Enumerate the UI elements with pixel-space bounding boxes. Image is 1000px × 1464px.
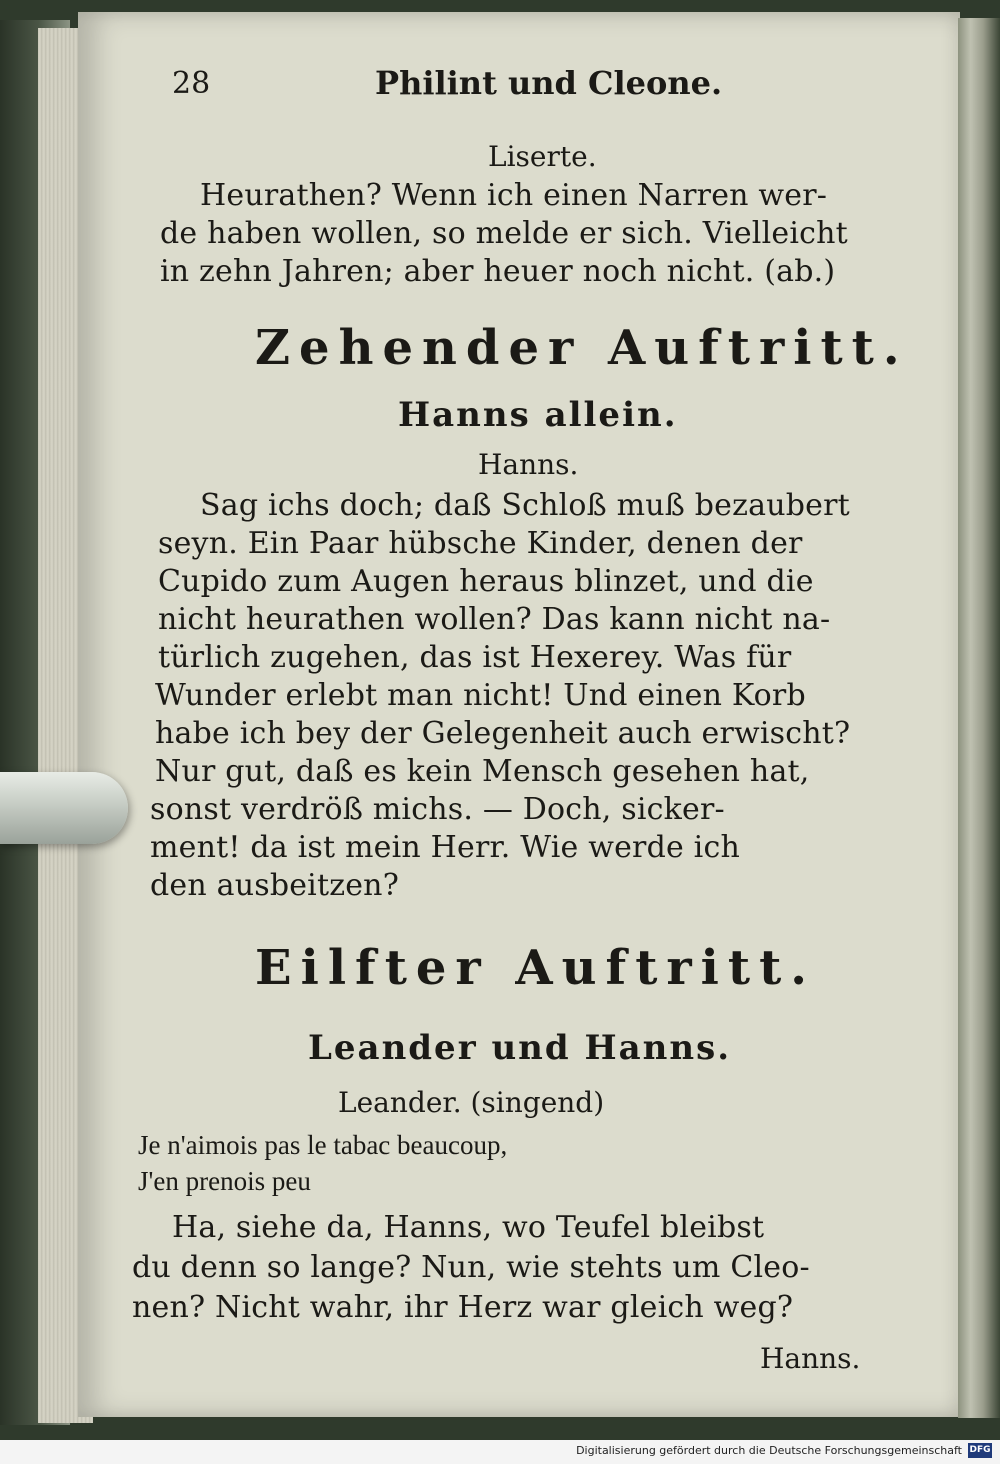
page-holder-clip: [0, 772, 128, 844]
song-line: J'en prenois peu: [138, 1166, 311, 1196]
speaker-leander: Leander. (singend): [338, 1086, 605, 1119]
text-line: Cupido zum Augen heraus blinzet, und die: [158, 564, 814, 599]
text-line: den ausbeitzen?: [150, 868, 399, 903]
text-line: sonst verdröß michs. — Doch, sicker-: [150, 792, 725, 827]
song-line: Je n'aimois pas le tabac beaucoup,: [138, 1130, 508, 1160]
text-line: Ha, siehe da, Hanns, wo Teufel bleibst: [172, 1210, 765, 1245]
text-line: Sag ichs doch; daß Schloß muß bezaubert: [200, 488, 850, 523]
dfg-logo: DFG: [968, 1443, 992, 1458]
speaker-liserte: Liserte.: [488, 140, 597, 173]
text-line: in zehn Jahren; aber heuer noch nicht. (ab.): [160, 254, 836, 289]
running-title: Philint und Cleone.: [375, 64, 723, 102]
book-cover-right: [958, 18, 1000, 1418]
cast-list: Hanns allein.: [398, 395, 678, 435]
cast-list: Leander und Hanns.: [308, 1028, 732, 1068]
funding-credit: Digitalisierung gefördert durch die Deutsche Forschungsgemeinschaft: [576, 1444, 962, 1457]
catchword: Hanns.: [760, 1342, 861, 1375]
text-line: ment! da ist mein Herr. Wie werde ich: [150, 830, 740, 865]
speaker-hanns: Hanns.: [478, 448, 579, 481]
text-line: Nur gut, daß es kein Mensch gesehen hat,: [155, 754, 810, 789]
text-line: de haben wollen, so melde er sich. Vielleicht: [160, 216, 848, 251]
text-line: nen? Nicht wahr, ihr Herz war gleich weg?: [132, 1290, 794, 1325]
text-line: nicht heurathen wollen? Das kann nicht na-: [158, 602, 831, 637]
text-line: Wunder erlebt man nicht! Und einen Korb: [155, 678, 806, 713]
page-number: 28: [172, 66, 211, 101]
text-line: du denn so lange? Nun, wie stehts um Cleo-: [132, 1250, 810, 1285]
text-line: habe ich bey der Gelegenheit auch erwischt?: [155, 716, 851, 751]
text-line: türlich zugehen, das ist Hexerey. Was für: [158, 640, 792, 675]
text-line: seyn. Ein Paar hübsche Kinder, denen der: [158, 526, 803, 561]
scene-heading: Eilfter Auftritt.: [255, 940, 816, 996]
scene-heading: Zehender Auftritt.: [255, 320, 909, 376]
text-line: Heurathen? Wenn ich einen Narren wer-: [200, 178, 828, 213]
